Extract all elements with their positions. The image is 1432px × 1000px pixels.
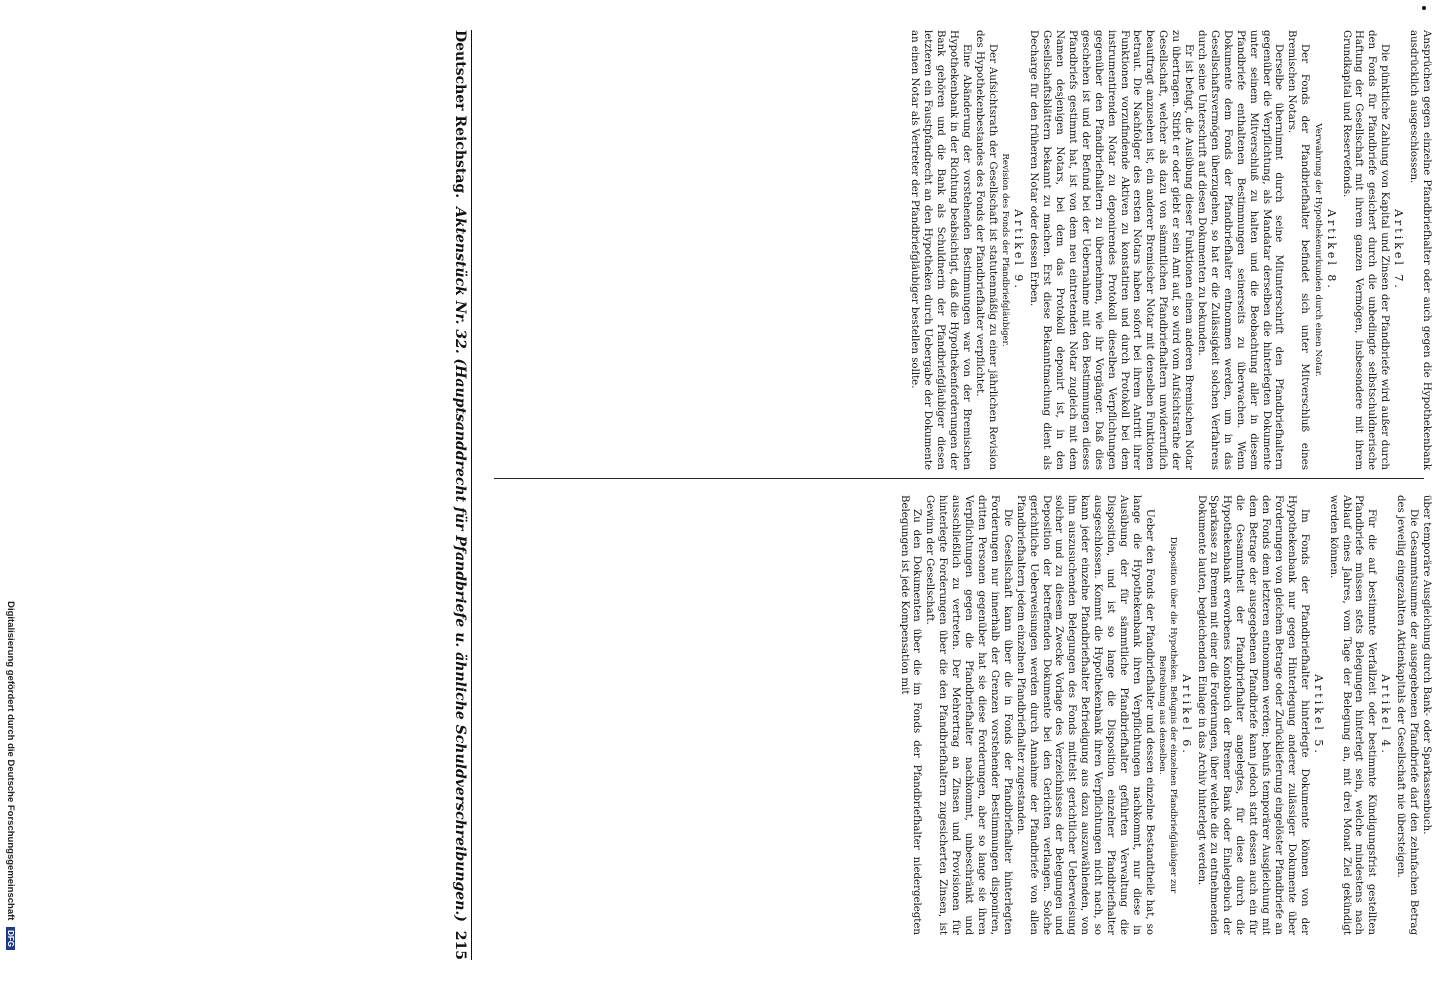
article-heading: Artikel 7. — [1392, 209, 1406, 291]
paragraph: Derselbe übernimmt durch seine Mitunterschrift den Pfandbriefhaltern gegenüber die Verpflichtung, als Mandatar derselben die hinterlegten Dokumente unter seinem Mitverschluß zu halten und die Beobachtung aller in diesem Pfandbriefe enthaltenen Bestimmungen seinerseits zu überwachen. Wenn Dokumente dem Fonds der Pfandbriefhalter entnommen werden, um in das Gesellschaftsvermögen überzugehen, so hat er die Zulässigkeit solchen Verfahrens durch seine Unterschrift auf diesen Dokumenten zu bekunden. — [1196, 30, 1285, 470]
paragraph: Zu den Dokumenten über die im Fonds der Pfandbriefhalter niedergelegten Belegungen ist jede Kompensation mit — [898, 495, 923, 935]
paragraph: Ansprüchen gegen einzelne Pfandbriefhalter oder auch gegen die Hypothekenbank ausdrücklich ausgeschlossen. — [1408, 30, 1432, 470]
article-heading: Artikel 5. — [1311, 674, 1325, 756]
column-divider — [494, 478, 1424, 479]
paragraph: Die Gesammtsumme der ausgegebenen Pfandbriefe darf den zehnfachen Betrag des jeweilig eingezahlten Aktienkapitals der Gesellschaft nie übersteigen. — [1395, 495, 1420, 935]
article-heading: Artikel 4. — [1379, 674, 1393, 756]
document-section-title: Aktenstück Nr. 32. (Hauptsanddrecht für Pfandbriefe u. ähnliche Schuldverschreibungen.) — [452, 206, 468, 922]
paragraph: Der Fonds der Pfandbriefhalter befindet sich unter Mitverschluß eines Bremischen Notars. — [1286, 30, 1311, 470]
running-header — [446, 30, 472, 960]
article-heading: Artikel 9. — [1012, 209, 1026, 291]
paragraph: Die Gesellschaft kann über die in Fonds der Pfandbriefhalter hinterlegten Forderungen nur innerhalb der Grenzen vorstehender Bestimmungen disponiren, dritten Personen gegenüber hat sie diese Forderungen, aber so lange sie ihren Verpflichtungen gegen die Pfandbriefhalter nachkommt, unbeschränkt und ausschließlich zu vertreten. Der Mehrertrag an Zinsen und Provisionen für hinterlegte Forderungen über die den Pfandbriefhaltern zugesicherten Zinsen, ist Gewinn der Gesellschaft. — [924, 495, 1013, 935]
page-number: 215 — [452, 930, 468, 960]
credit-text: Digitalisierung gefördert durch die Deutsche Forschungsgemeinschaft — [5, 601, 16, 921]
paragraph: Die pünktliche Zahlung von Kapital und Zinsen der Pfandbriefe wird außer durch den Fonds für Pfandbriefe gesichert durch die unbedingte selbstschuldnerische Haftung der Gesellschaft mit ihrem ganzen Vermögen, insbesondere mit ihrem Grundkapital und Reservefonds. — [1340, 30, 1391, 470]
article-heading: Artikel 6. — [1179, 674, 1193, 756]
paragraph: über temporäre Ausgleichung durch Bank- oder Sparkassenbuch. — [1421, 495, 1432, 835]
dfg-logo-icon: DFG — [6, 927, 15, 950]
paragraph: Für die auf bestimmte Verfallzeit oder bestimmte Kündigungsfrist gestellten Pfandbriefe müssen stets Belegungen hinterlegt sein, welche mindestens nach Ablauf eines Jahres, vom Tage der Belegung an, mit drei Monat Ziel gekündigt werden können. — [1327, 495, 1378, 935]
paragraph: Ueber den Fonds der Pfandbriefhalter und dessen einzelne Bestandtheile hat, so lange die Hypothekenbank ihren Verpflichtungen nachkommt, nur diese in Ausübung der für sämmtliche Pfandbriefhalter geführten Verwaltung die Disposition, und ist so lange die Disposition einzelner Pfandbriefhalter ausgeschlossen. Kommt die Hypothekenbank ihren Verpflichtungen nicht nach, so kann jeder einzelne Pfandbriefhalter Befriedigung aus dazu auszuwählenden, von ihm auszusuchenden Belegungen des Fonds mittelst gerichtlicher Ueberweisung solcher und zu diesem Zwecke Vorlage des Verzeichnisses der Belegungen und Deposition der betreffenden Dokumente bei den Gerichten verlangen. Solche gerichtliche Ueberweisungen werden durch Annahme der Pfandbriefe von allen Pfandbriefhaltern jedem einzelnen Pfandbriefhalter zugestanden. — [1014, 495, 1155, 935]
paragraph: Der Aufsichtsrath der Gesellschaft ist statutenmäßig zu einer jährlichen Revision des Hypothekenbestandes des Fonds der Pfandbriefhalter verpflichtet. — [974, 30, 998, 470]
article-heading: Artikel 8. — [1324, 209, 1338, 291]
scan-dot-mark — [1422, 6, 1426, 10]
article-subheading: Revision des Fonds der Pfandbriefgläubiger. — [1000, 153, 1011, 347]
paragraph: Er ist befugt, die Ausübung dieser Funktionen einem anderen Bremischen Notar zu übertragen. Stirbt er oder giebt er sein Amt auf, so wird vom Aufsichtsrathe der Gesellschaft, welcher als dazu von sämmtlichen Pfandbriefhaltern unwiderruflich beauftragt anzusehen ist, ein anderer Bremischer Notar mit denselben Funktionen betraut. Die Nachfolger des ersten Notars haben sofort bei ihrem Antritt ihrer Funktionen vorzufindende Aktiven zu konstatiren und durch Protokoll bei dem instrumentirenden Notar zu deponirendes Protokoll dieselben Verpflichtungen gegenüber den Pfandbriefhaltern zu übernehmen, wie ihr Vorgänger. Daß dies geschehen ist und der Befund bei der Uebernahme mit den Bestimmungen dieses Pfandbriefs gestimmt hat, ist von dem neu eintretenden Notar zugleich mit dem Namen desjenigen Notars, bei dem das Protokoll deponirt ist, in den Gesellschaftsblättern bekannt zu machen. Erst diese Bekanntmachung dient als Decharge für den früheren Notar oder dessen Erben. — [1028, 30, 1195, 470]
article-subheading: Disposition über die Hypotheken. Befugnis der einzelnen Pfandbriefgläubiger zur Beitreibung aus denselben. — [1157, 536, 1178, 894]
paragraph: Eine Abänderung der vorstehenden Bestimmungen war von der Bremischen Hypothekenbank in der Richtung beabsichtigt, daß die Hypothekenforderungen der Bank gehören und die Bank als Schuldnerin der Pfandbriefgläubiger diesen letzteren ein Faustpfandrecht an den Hypotheken durch Uebergabe der Dokumente an einen Notar als Vertreter der Pfandbriefgläubiger bestellen sollte. — [909, 30, 973, 470]
digitization-credit — [2, 30, 16, 990]
text-column-left — [482, 495, 1432, 935]
paragraph: Im Fonds der Pfandbriefhalter hinterlegte Dokumente können von der Hypothekenbank nur gegen Hinterlegung anderer zulässiger Dokumente über Forderungen von gleichem Betrage oder Zurücklieferung eingelöster Pfandbriefe an den Fonds dem letzteren entnommen werden; behufs temporärer Ausgleichung mit dem Betrage der ausgegebenen Pfandbriefe kann jedoch statt dessen auch ein für die Gesammtheit der Pfandbriefhalter angelegtes, für diese durch die Hypothekenbank erworbenes Kontobuch der Bremer Bank oder Einlegebuch der Sparkasse zu Bremen mit einer die Forderungen, über welche die zu entnehmenden Dokumente lauten, begleichenden Einlage in das Archiv hinterlegt werden. — [1195, 495, 1310, 935]
publication-title: Deutscher Reichstag. — [452, 30, 468, 199]
text-column-right — [482, 30, 1432, 470]
article-subheading: Verwahrung der Hypothekenurkunden durch einen Notar. — [1312, 123, 1323, 377]
